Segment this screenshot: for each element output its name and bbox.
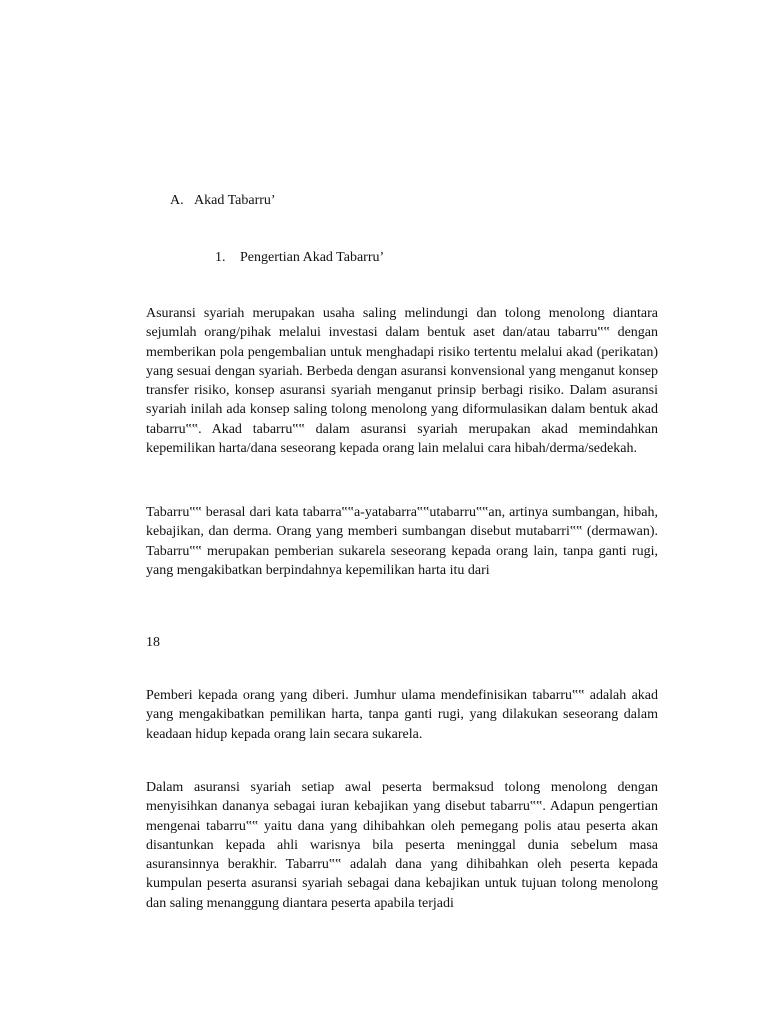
subsection-title: Pengertian Akad Tabarru’ — [240, 250, 385, 265]
paragraph-asuransi-syariah: Asuransi syariah merupakan usaha saling melindungi dan tolong menolong diantara sejumlah orang/pihak melalui investasi dalam bentuk aset dan/atau tabarru‟‟ dengan memberikan pola pengembalian untuk menghadapi risiko tertentu melalui akad (perikatan) yang sesuai dengan syariah. Berbeda dengan asuransi konvensional yang menganut konsep transfer risiko, konsep asuransi syariah menganut prinsip berbagi risiko. Dalam asuransi syariah inilah ada konsep saling tolong menolong yang diformulasikan dalam bentuk akad tabarru‟‟. Akad tabarru‟‟ dalam asuransi syariah merupakan akad memindahkan kepemilikan harta/dana seseorang kepada orang lain melalui cara hibah/derma/sedekah. — [146, 306, 658, 456]
subsection-marker: 1. — [215, 250, 226, 265]
subsection-heading — [215, 248, 384, 268]
paragraph-dana-tabarru: Dalam asuransi syariah setiap awal peserta bermaksud tolong menolong dengan menyisihkan dananya sebagai iuran kebajikan yang disebut tabarru‟‟. Adapun pengertian mengenai tabarru‟‟ yaitu dana yang dihibahkan oleh pemegang polis atau peserta akan disantunkan kepada ahli warisnya bila peserta meninggal dunia sebelum masa asuransinnya berakhir. Tabarru‟‟ adalah dana yang dihibahkan oleh peserta kepada kumpulan peserta asuransi syariah sebagai dana kebajikan untuk tujuan tolong menolong dan saling menanggung diantara peserta apabila terjadi — [146, 780, 658, 911]
page-number: 18 — [146, 635, 160, 650]
section-heading — [170, 191, 276, 211]
section-title: Akad Tabarru’ — [194, 193, 276, 208]
paragraph-jumhur-ulama: Pemberi kepada orang yang diberi. Jumhur ulama mendefinisikan tabarru‟‟ adalah akad yang mengakibatkan pemilikan harta, tanpa ganti rugi, yang dilakukan seseorang dalam keadaan hidup kepada orang lain secara sukarela. — [146, 688, 658, 742]
paragraph-tabarru-definition: Tabarru‟‟ berasal dari kata tabarra‟‟a-yatabarra‟‟utabarru‟‟an, artinya sumbangan, hibah, kebajikan, dan derma. Orang yang memberi sumbangan disebut mutabarri‟‟ (dermawan). Tabarru‟‟ merupakan pemberian sukarela seseorang kepada orang lain, tanpa ganti rugi, yang mengakibatkan berpindahnya kepemilikan harta itu dari — [146, 505, 658, 578]
section-marker: A. — [170, 193, 184, 208]
